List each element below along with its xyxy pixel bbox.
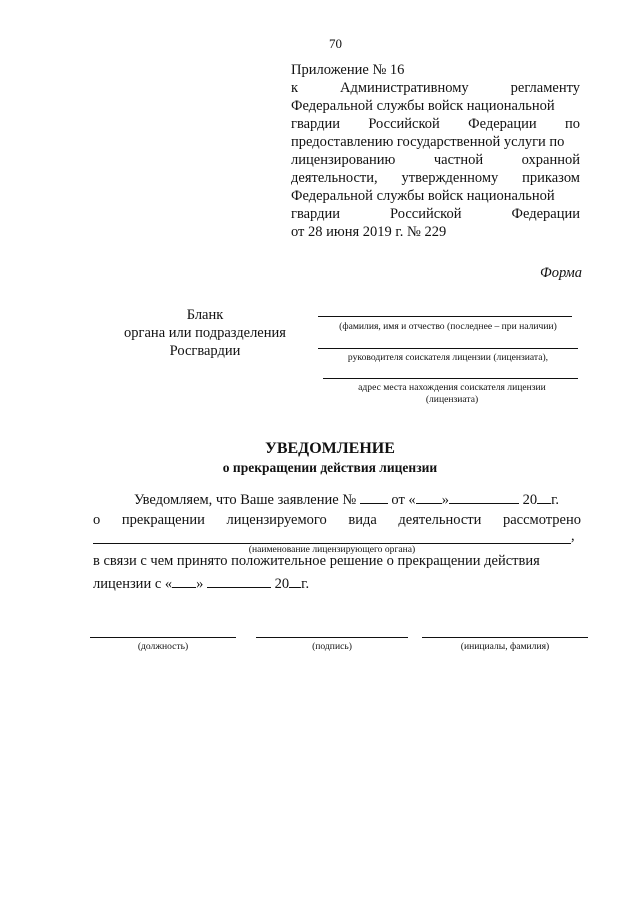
- recipient-caption: адрес места нахождения соискателя лицензии: [358, 382, 546, 393]
- name-line: [422, 637, 588, 638]
- appendix-line: к Административному регламенту: [291, 80, 580, 96]
- appendix-line: от 28 июня 2019 г. № 229: [291, 224, 447, 240]
- letterhead-line: Росгвардии: [169, 343, 241, 359]
- day-blank: [416, 491, 442, 504]
- organ-caption: (наименование лицензирующего органа): [248, 544, 416, 555]
- body-line-1: Уведомляем, что Ваше заявление № от « » 20 г.: [134, 492, 559, 508]
- recipient-caption: руководителя соискателя лицензии (лицензиата),: [347, 352, 549, 363]
- letterhead-block: [100, 306, 310, 360]
- appendix-line: лицензированию частной охранной: [291, 152, 580, 168]
- form-label: Форма: [540, 265, 582, 281]
- recipient-address-line: [323, 378, 578, 379]
- recipient-head-line: [318, 348, 578, 349]
- body-line-5: лицензии с « » 20 г.: [93, 576, 310, 592]
- recipient-name-line: [318, 316, 572, 317]
- page-number: 70: [329, 36, 342, 51]
- letterhead-line: органа или подразделения: [124, 325, 286, 341]
- appendix-line: Федеральной службы войск национальной: [291, 188, 555, 204]
- body-line-2: о прекращении лицензируемого вида деятельности рассмотрено: [93, 512, 581, 528]
- appendix-line: гвардии Российской Федерации: [291, 206, 580, 222]
- year-blank: [537, 491, 551, 504]
- document-title: УВЕДОМЛЕНИЕ: [265, 440, 395, 457]
- recipient-caption: (лицензиата): [425, 394, 479, 405]
- date-year-blank: [289, 575, 301, 588]
- appendix-line: предоставлению государственной услуги по: [291, 134, 565, 150]
- signature-line: [256, 637, 408, 638]
- position-caption: (должность): [137, 641, 189, 652]
- appendix-header: [291, 61, 580, 241]
- document-subtitle: о прекращении действия лицензии: [222, 460, 438, 475]
- date-month-blank: [207, 575, 271, 588]
- appendix-line: Федеральной службы войск национальной: [291, 98, 555, 114]
- line-comma: ,: [571, 528, 575, 544]
- appendix-line: Приложение № 16: [291, 62, 405, 78]
- month-blank: [449, 491, 519, 504]
- application-number-blank: [360, 491, 388, 504]
- date-day-blank: [172, 575, 196, 588]
- letterhead-line: Бланк: [186, 307, 224, 323]
- name-caption: (инициалы, фамилия): [460, 641, 550, 652]
- body-line-4: в связи с чем принято положительное решение о прекращении действия: [93, 553, 540, 569]
- position-line: [90, 637, 236, 638]
- appendix-line: деятельности, утвержденному приказом: [291, 170, 580, 186]
- signature-caption: (подпись): [312, 641, 352, 652]
- appendix-line: гвардии Российской Федерации по: [291, 116, 580, 132]
- recipient-caption: (фамилия, имя и отчество (последнее – при наличии): [339, 321, 557, 332]
